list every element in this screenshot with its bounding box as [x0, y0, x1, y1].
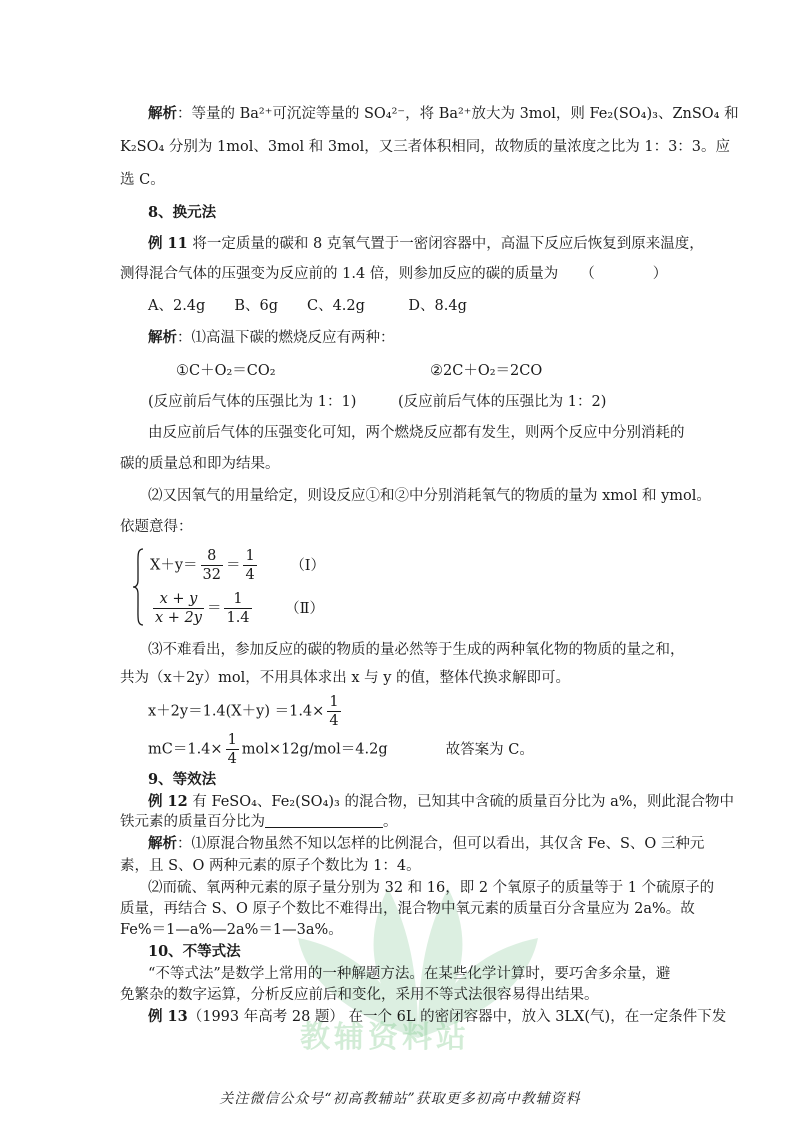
analysis-line-1: 解析：等量的 Ba²⁺可沉淀等量的 SO₄²⁻，将 Ba²⁺放大为 3mol，则 Fe₂(SO₄)₃、ZnSO₄ 和 [148, 105, 739, 122]
analysis-line-3: 选 C。 [120, 172, 165, 188]
analysis-11-line-4: ⑵又因氧气的用量给定，则设反应①和②中分别消耗氧气的物质的量为 xmol 和 ymol。 [148, 488, 711, 504]
analysis-11-line-6: ⑶不难看出，参加反应的碳的物质的量必然等于生成的两种氧化物的物质的量之和， [148, 642, 685, 658]
calculation-2: mC＝1.4× $\frac{1}{4}$ mol×12g/mol＝4.2g 故答案为 C。 [148, 732, 534, 767]
example-11-options: A、2.4g B、6g C、4.2g D、8.4g [148, 298, 467, 314]
fraction-1-1.4: $\frac{1}{1.4}$ [226, 591, 250, 626]
section-8-heading: 8、换元法 [148, 204, 217, 221]
analysis-label: 解析 [148, 105, 177, 122]
analysis-12-line-4: 质量，再结合 S、O 原子个数比不难得出，混合物中氧元素的质量百分含量应为 2a%。故 [120, 901, 695, 917]
analysis-12-line-3: ⑵而硫、氧两种元素的原子量分别为 32 和 16，即 2 个氧原子的质量等于 1 个硫原子的 [148, 880, 715, 896]
fraction-1-4: $\frac{1}{4}$ [245, 548, 255, 583]
analysis-line-2: K₂SO₄ 分别为 1mol、3mol 和 3mol，又三者体积相同，故物质的量浓度之比为 1：3：3。应 [120, 139, 731, 155]
analysis-11-line-5: 依题意得： [120, 519, 193, 535]
watermark-text: 教辅资料站 [300, 1020, 470, 1055]
calculation-1: x＋2y＝1.4(X＋y) ＝1.4× $\frac{1}{4}$ [148, 694, 339, 729]
section-10-line-1: “不等式法”是数学上常用的一种解题方法。在某些化学计算时，要巧舍多余量，避 [148, 966, 671, 982]
analysis-12-line-2: 素，且 S、O 两种元素的原子个数比为 1：4。 [120, 858, 421, 874]
equation-brace [132, 548, 144, 626]
equation-2: $\frac{x + y}{x + 2y}$ ＝ $\frac{1}{1.4}$ （Ⅱ） [155, 591, 324, 626]
analysis-11-line-2: 由反应前后气体的压强变化可知，两个燃烧反应都有发生，则两个反应中分别消耗的 [148, 425, 685, 441]
section-9-heading: 9、等效法 [148, 771, 217, 788]
section-10-line-2: 免繁杂的数字运算，分析反应前后和变化，采用不等式法很容易得出结果。 [120, 987, 599, 1003]
reaction-1: ①C＋O₂＝CO₂ [176, 363, 276, 379]
analysis-12-line-1: 解析：⑴原混合物虽然不知以怎样的比例混合，但可以看出，其仅含 Fe、S、O 三种元 [148, 835, 705, 852]
fraction-xy-x2y: $\frac{x + y}{x + 2y}$ [155, 591, 202, 626]
analysis-12-line-5: Fe%＝1—a%—2a%＝1—3a%。 [120, 922, 343, 938]
example-12-line-2: 铁元素的质量百分比为 。 [120, 814, 398, 830]
page-footer: 关注微信公众号“初高教辅站”获取更多初高中教辅资料 [219, 1091, 581, 1107]
pressure-ratio-1: (反应前后气体的压强比为 1：1) [148, 394, 357, 410]
answer-blank[interactable] [265, 813, 383, 828]
example-13-line-1: 例 13（1993 年高考 28 题） 在一个 6L 的密闭容器中，放入 3LX(气)，在一定条件下发 [148, 1008, 727, 1025]
analysis-11-line-7: 共为（x＋2y）mol，不用具体求出 x 与 y 的值，整体代换求解即可。 [120, 670, 571, 686]
analysis-11-line-1: 解析：⑴高温下碳的燃烧反应有两种： [148, 329, 395, 346]
pressure-ratio-2: (反应前后气体的压强比为 1：2) [398, 394, 607, 410]
analysis-11-line-3: 碳的质量总和即为结果。 [120, 456, 280, 472]
reaction-2: ②2C＋O₂＝2CO [430, 363, 543, 379]
section-10-heading: 10、不等式法 [148, 943, 241, 960]
example-11-line-2: 测得混合气体的压强变为反应前的 1.4 倍，则参加反应的碳的质量为 （ ） [120, 266, 668, 282]
example-11-line-1: 例 11 将一定质量的碳和 8 克氧气置于一密闭容器中，高温下反应后恢复到原来温度， [148, 235, 704, 252]
example-12-line-1: 例 12 有 FeSO₄、Fe₂(SO₄)₃ 的混合物，已知其中含硫的质量百分比为 a%，则此混合物中 [148, 793, 734, 810]
fraction-8-32: $\frac{8}{32}$ [202, 548, 221, 583]
equation-1: X＋y＝ $\frac{8}{32}$ ＝ $\frac{1}{4}$ （Ⅰ） [150, 548, 326, 583]
